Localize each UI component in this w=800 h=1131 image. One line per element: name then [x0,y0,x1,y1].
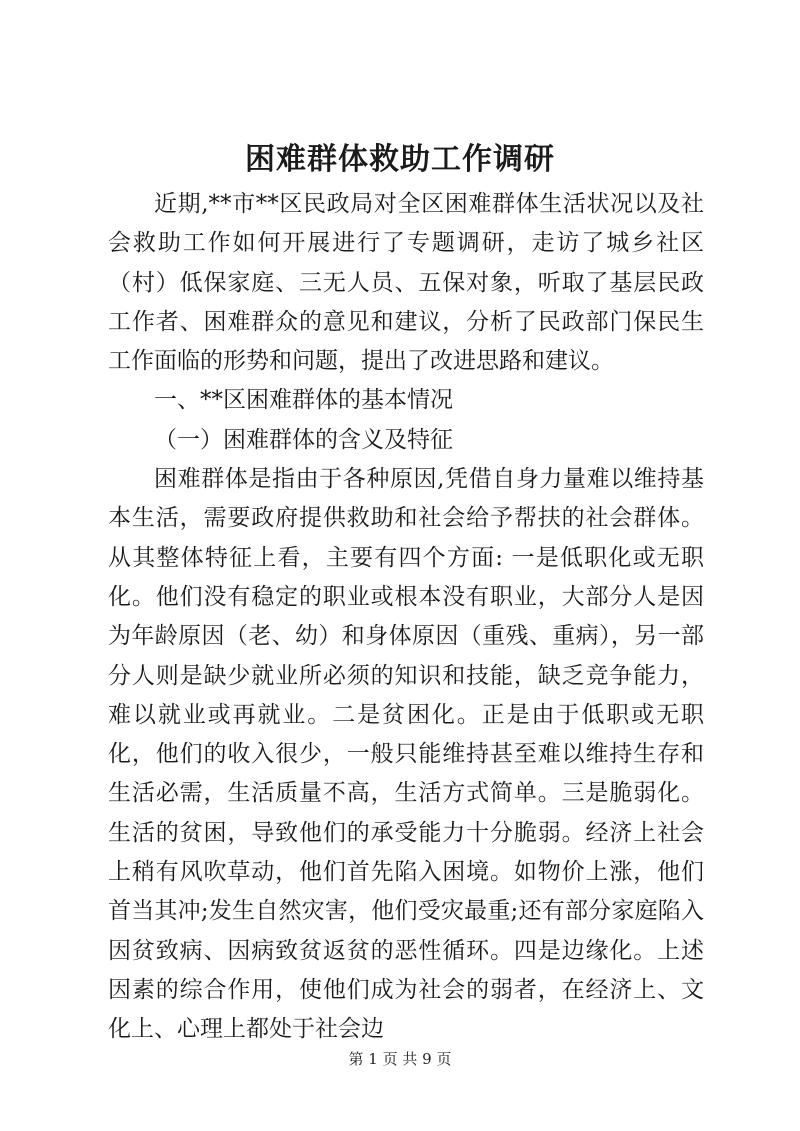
section-heading: 一、**区困难群体的基本情况 [154,387,453,414]
subsection-heading: （一）困难群体的含义及特征 [154,426,453,453]
document-title: 困难群体救助工作调研 [245,142,555,177]
page-footer: 第 1 页 共 9 页 [348,1050,452,1068]
body-paragraph: 困难群体是指由于各种原因,凭借自身力量难以维持基本生活，需要政府提供救助和社会给予帮扶的社会群体。从其整体特征上看，主要有四个方面: 一是低职化或无职化。他们没有稳定的职业或根本没有职业，大部分人是因为年龄原因（老、幼）和身体原因（重残、重病），另一部分人则是缺少就业所必须的知识和技能，缺乏竞争能力，难以就业或再就业。二是贫困化。正是由于低职或无职化，他们的收入很少，一般只能维持甚至难以维持生存和生活必需，生活质量不高，生活方式简单。三是脆弱化。生活的贫困，导致他们的承受能力十分脆弱。经济上社会上稍有风吹草动，他们首先陷入困境。如物价上涨，他们首当其冲;发生自然灾害，他们受灾最重;还有部分家庭陷入因贫致病、因病致贫返贫的恶性循环。四是边缘化。上述因素的综合作用，使他们成为社会的弱者，在经济上、文化上、心理上都处于社会边 [108,466,704,1043]
document-body [108,185,704,1050]
intro-paragraph: 近期,**市**区民政局对全区困难群体生活状况以及社会救助工作如何开展进行了专题调研，走访了城乡社区（村）低保家庭、三无人员、五保对象，听取了基层民政工作者、困难群众的意见和建议，分析了民政部门保民生工作面临的形势和问题，提出了改进思路和建议。 [108,191,704,375]
